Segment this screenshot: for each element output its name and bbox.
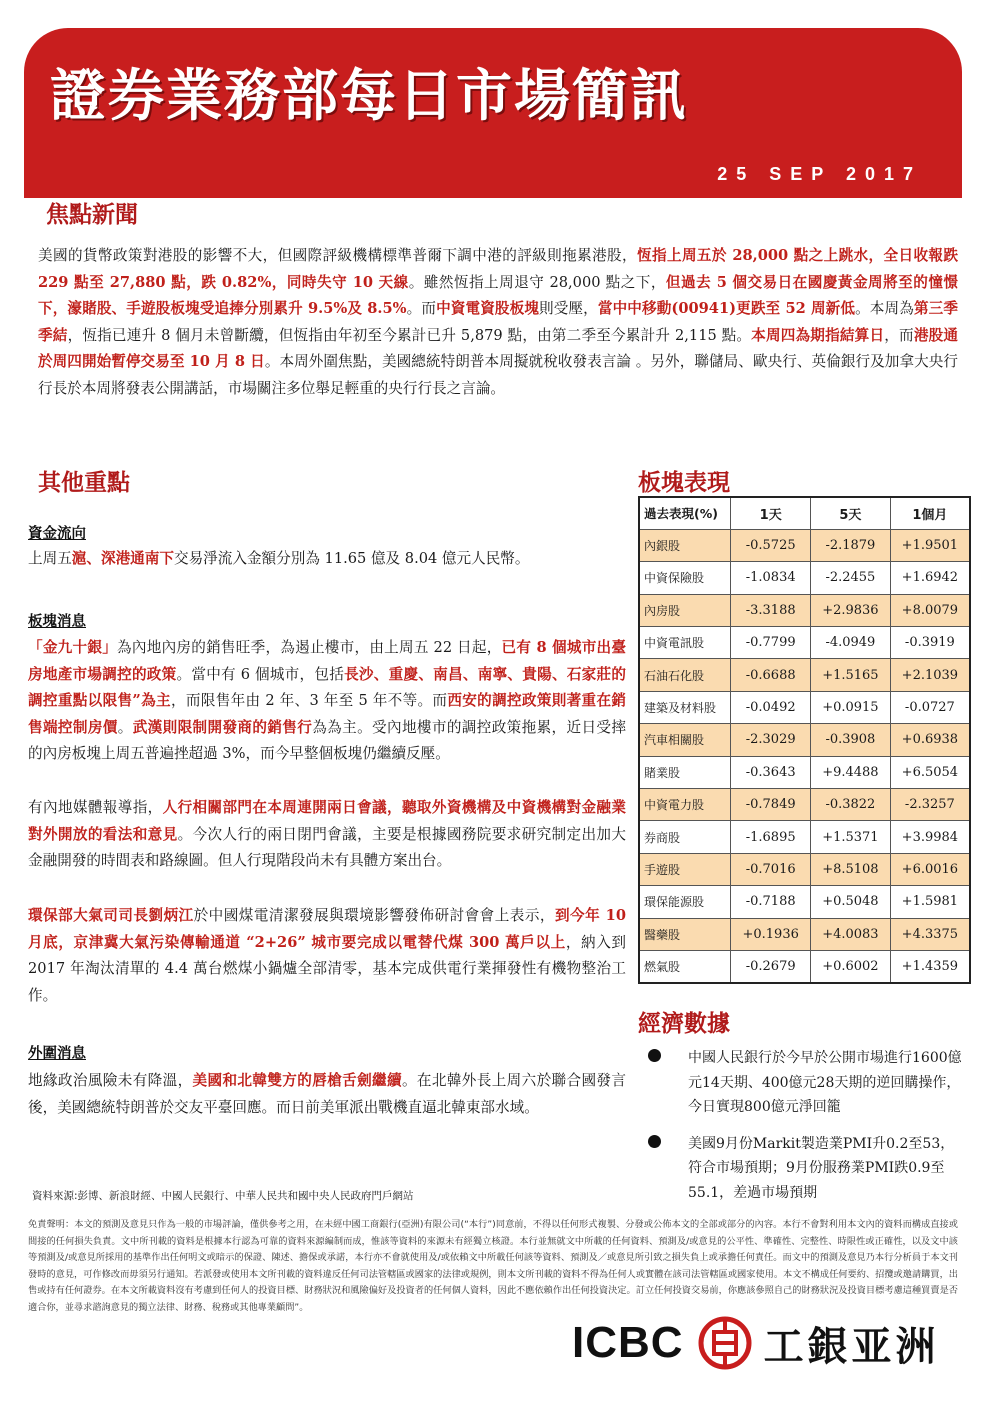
body-text: ，恆指已連升 8 個月未曾斷纜，但恆指由年初至今累計已升 5,879 點，由第二季至今累計升 2,115 點。 [67, 326, 752, 344]
sector-name: 石油石化股 [639, 659, 731, 691]
column-header: 1個月 [890, 497, 970, 529]
table-row [639, 529, 970, 561]
logo-text-cn: 工銀亚洲 [763, 1323, 940, 1370]
return-1m: +1.9501 [890, 529, 970, 561]
return-5d: -2.2455 [811, 562, 891, 594]
bullet-icon [648, 1049, 661, 1062]
return-1d: -1.0834 [731, 562, 811, 594]
data-source: 資料來源:彭博、新浪財經、中國人民銀行、中華人民共和國中央人民政府門戶網站 [32, 1190, 414, 1202]
list-item [648, 1132, 968, 1206]
icbc-seal-icon [698, 1316, 752, 1370]
disclaimer: 免責聲明：本文的預測及意見只作為一般的市場評論，僅供參考之用，在未經中國工商銀行(亞洲)有限公司(“本行”)同意前，不得以任何形式複製、分發或公佈本文的全部或部分的內容。本行不會對利用本文內的資料而構成直接或間接的任何損失負責。文中所刊載的資料是根據本行認為可靠的資料來源編制而成，惟該等資料的來源未有經獨立核證。本行並無就文中所載的任何資料、預測及/或意見的公平性、準確性、完整性、時限性或正確性，以及文中該等預測及/或意見所採用的基準作出任何明文或暗示的保證、陳述、擔保或承諾，本行亦不會就使用及/或依賴文中所載任何該等資料、預測及／或意見所引致之損失負上或承擔任何責任。而文中的預測及意見乃本行分析員于本文刊發時的意見，可作修改而毋須另行通知。若派發或使用本文所刊載的資料違反任何司法管轄區或國家的法律或規例，則本文所刊載的資料不得為任何人或實體在該司法管轄區或國家使用。本文不構成任何要約、招攬或邀請購買，出售或持有任何證券。在本文所載資料沒有考慮到任何人的投資目標、財務狀況和風險偏好及投資者的任何個人資料，因此不應依賴作出任何投資決定。訂立任何投資交易前，你應該參照自己的財務狀況及投資目標考慮這種買賣是否適合你，並尋求諮詢意見的獨立法律、財務、稅務或其他專業顧問”。 [28, 1219, 958, 1313]
body-text: 上周五 [28, 550, 72, 567]
return-1m: -0.3919 [890, 627, 970, 659]
economic-data-heading: 經濟數據 [638, 1011, 730, 1037]
body-text: 。今次人行的兩日閉門會議，主要是根據國務院要求研究制定出加大金融開發的時間表和路線圖。但人行現階段尚未有具體方案出台。 [28, 825, 626, 869]
body-text: ，而 [884, 326, 914, 344]
highlight-text: 已有 8 個城市出臺房地產市場調控的政策 [28, 639, 626, 683]
others-heading: 其他重點 [38, 470, 130, 496]
table-row [639, 918, 970, 950]
sector-news-paragraph-1 [28, 635, 626, 768]
highlight-text: 第三季季結 [38, 300, 958, 344]
sector-name: 中資電訊股 [639, 627, 731, 659]
highlight-text: 滬、深港通南下 [71, 550, 174, 567]
return-1d: -2.3029 [731, 724, 811, 756]
return-1d: +0.1936 [731, 918, 811, 950]
column-header: 過去表現(%) [639, 497, 731, 529]
sector-name: 醫藥股 [639, 918, 731, 950]
return-5d: +0.5048 [811, 886, 891, 918]
page-title: 證券業務部每日市場簡訊 [50, 64, 688, 129]
logo-text-en: ICBC [572, 1318, 684, 1367]
return-5d: +4.0083 [811, 918, 891, 950]
return-5d: +1.5371 [811, 821, 891, 853]
highlight-text: 當中中移動(00941)更跌至 52 周新低 [597, 300, 856, 317]
table-header-row [639, 497, 970, 529]
table-row [639, 594, 970, 626]
highlight-text: 本周四為期指結算日 [751, 326, 885, 344]
sector-name: 手遊股 [639, 853, 731, 885]
return-1m: +6.5054 [890, 756, 970, 788]
table-row [639, 562, 970, 594]
column-header: 1天 [731, 497, 811, 529]
body-text: 。在北韓外長上周六於聯合國發言後，美國總統特朗普於交友平臺回應。而日前美軍派出戰機直逼北韓東部水域。 [28, 1072, 626, 1116]
body-text: 為內地內房的銷售旺季，為遏止樓市，由上周五 22 日起， [117, 639, 502, 656]
focus-heading: 焦點新聞 [46, 202, 138, 228]
highlight-text: 「金九十銀」 [28, 639, 118, 656]
highlight-text: 恆指上周五於 28,000 點之上跳水，全日收報跌 229 點至 27,880 點，跌 0.82%，同時失守 10 天線 [38, 247, 958, 291]
sector-news-paragraph-2 [28, 795, 626, 875]
sector-name: 賭業股 [639, 756, 731, 788]
sector-name: 中資保險股 [639, 562, 731, 594]
column-header: 5天 [811, 497, 891, 529]
return-1d: -0.6688 [731, 659, 811, 691]
sector-table-heading: 板塊表現 [638, 470, 730, 496]
return-5d: -2.1879 [811, 529, 891, 561]
sector-name: 燃氣股 [639, 950, 731, 982]
table-row [639, 821, 970, 853]
sector-name: 內房股 [639, 594, 731, 626]
fund-flow-heading: 資金流向 [28, 525, 86, 542]
issue-date: 25 SEP 2017 [717, 164, 922, 184]
highlight-text: 西安的調控政策則著重在銷售端控制房價 [28, 692, 626, 736]
return-1m: +1.4359 [890, 950, 970, 982]
return-1m: +2.1039 [890, 659, 970, 691]
body-text: 。本周為 [855, 300, 914, 317]
sector-performance-table [638, 496, 971, 984]
sector-name: 汽車相關股 [639, 724, 731, 756]
table-row [639, 853, 970, 885]
highlight-text: 中資電資股板塊 [436, 300, 540, 317]
external-news-heading: 外圍消息 [28, 1045, 86, 1062]
list-item [648, 1046, 968, 1120]
highlight-text: 武漢則限制開發商的銷售行 [132, 718, 313, 736]
sector-name: 內銀股 [639, 529, 731, 561]
return-1d: -0.7016 [731, 853, 811, 885]
return-1m: +4.3375 [890, 918, 970, 950]
highlight-text: 但過去 5 個交易日在國慶黃金周將至的憧憬下，濠賭股、手遊股板塊受追捧分別累升 9.5%及 8.5% [38, 273, 958, 317]
return-5d: +1.5165 [811, 659, 891, 691]
return-5d: -4.0949 [811, 627, 891, 659]
return-1d: -0.5725 [731, 529, 811, 561]
body-text: 有內地媒體報導指， [28, 799, 163, 816]
return-1d: -0.2679 [731, 950, 811, 982]
return-1m: +1.5981 [890, 886, 970, 918]
table-row [639, 789, 970, 821]
return-1m: +1.6942 [890, 562, 970, 594]
body-text: ，而限售年由 2 年、3 年至 5 年不等。而 [170, 692, 448, 709]
table-row [639, 724, 970, 756]
sector-name: 券商股 [639, 821, 731, 853]
return-5d: +2.9836 [811, 594, 891, 626]
body-text: 交易淨流入金額分別為 11.65 億及 8.04 億元人民幣。 [173, 550, 530, 567]
highlight-text: 到今年 10 月底，京津冀大氣污染傳輸通道 “2+26” 城市要完成以電替代煤 300 萬戶以上 [28, 907, 626, 951]
table-row [639, 627, 970, 659]
list-item-text: 中國人民銀行於今早於公開市場進行1600億元14天期、400億元28天期的逆回購操作，今日實現800億元淨回籠 [688, 1050, 962, 1115]
return-1m: +6.0016 [890, 853, 970, 885]
body-text: 於中國煤電清潔發展與環境影響發佈研討會會上表示， [193, 907, 555, 924]
body-text: 為為主。受內地樓市的調控政策拖累，近日受摔的內房板塊上周五普遍挫超過 3%，而今早整個板塊仍繼續反壓。 [28, 718, 626, 762]
body-text: 。當中有 6 個城市，包括 [176, 665, 345, 683]
return-5d: +0.6002 [811, 950, 891, 982]
return-1d: -0.0492 [731, 691, 811, 723]
return-1d: -1.6895 [731, 821, 811, 853]
focus-heading-bar [24, 198, 962, 230]
table-row [639, 691, 970, 723]
return-5d: -0.3822 [811, 789, 891, 821]
return-1m: -2.3257 [890, 789, 970, 821]
sector-news-heading: 板塊消息 [28, 613, 86, 630]
icbc-logo [572, 1314, 964, 1372]
table-row [639, 886, 970, 918]
table-row [639, 756, 970, 788]
return-1d: -3.3188 [731, 594, 811, 626]
body-text: 。而 [406, 300, 437, 317]
economic-data-list [648, 1046, 968, 1217]
table-row [639, 950, 970, 982]
body-text: 則受壓， [539, 300, 598, 317]
sector-name: 環保能源股 [639, 886, 731, 918]
sector-news-paragraph-3 [28, 903, 626, 1009]
return-5d: +0.0915 [811, 691, 891, 723]
return-1d: -0.3643 [731, 756, 811, 788]
highlight-text: 美國和北韓雙方的唇槍舌劍繼續 [192, 1072, 402, 1089]
return-5d: +9.4488 [811, 756, 891, 788]
body-text: 地緣政治風險未有降溫， [28, 1072, 193, 1089]
return-5d: -0.3908 [811, 724, 891, 756]
highlight-text: 人行相關部門在本周連開兩日會議，聽取外資機構及中資機構對金融業對外開放的看法和意見 [28, 799, 626, 843]
body-text: 。雖然恆指上周退守 28,000 點之下， [408, 273, 666, 291]
sector-name: 建築及材料股 [639, 691, 731, 723]
list-item-text: 美國9月份Markit製造業PMI升0.2至53，符合市場預期；9月份服務業PMI跌0.9至55.1，差過市場預期 [688, 1135, 955, 1201]
body-text: 美國的貨幣政策對港股的影響不大，但國際評級機構標準普爾下調中港的評級則拖累港股， [38, 247, 638, 264]
external-news-paragraph [28, 1068, 626, 1121]
return-1m: +8.0079 [890, 594, 970, 626]
highlight-text: 長沙、重慶、南昌、南寧、貴陽、石家莊的調控重點以限售”為主 [28, 665, 626, 709]
return-5d: +8.5108 [811, 853, 891, 885]
body-text: 。本周外圍焦點，美國總統特朗普本周擬就稅收發表言論 。另外，聯儲局、歐央行、英倫銀行及加拿大央行行長於本周將發表公開講話，市場關注多位舉足輕重的央行行長之言論。 [38, 353, 958, 397]
body-text: ，納入到 2017 年淘汰清單的 4.4 萬台燃煤小鍋爐全部清零，基本完成供電行業揮發性有機物整治工作。 [28, 933, 626, 1004]
highlight-text: 港股通於周四開始暫停交易至 10 月 8 日 [38, 326, 958, 370]
return-1d: -0.7799 [731, 627, 811, 659]
table-row [639, 659, 970, 691]
return-1m: +0.6938 [890, 724, 970, 756]
return-1d: -0.7849 [731, 789, 811, 821]
bullet-icon [648, 1135, 661, 1148]
body-text: 。 [117, 718, 133, 736]
return-1m: -0.0727 [890, 691, 970, 723]
fund-flow-paragraph [28, 546, 626, 573]
return-1d: -0.7188 [731, 886, 811, 918]
focus-paragraph [38, 243, 958, 402]
sector-name: 中資電力股 [639, 789, 731, 821]
highlight-text: 環保部大氣司司長劉炳江 [28, 907, 194, 924]
return-1m: +3.9984 [890, 821, 970, 853]
